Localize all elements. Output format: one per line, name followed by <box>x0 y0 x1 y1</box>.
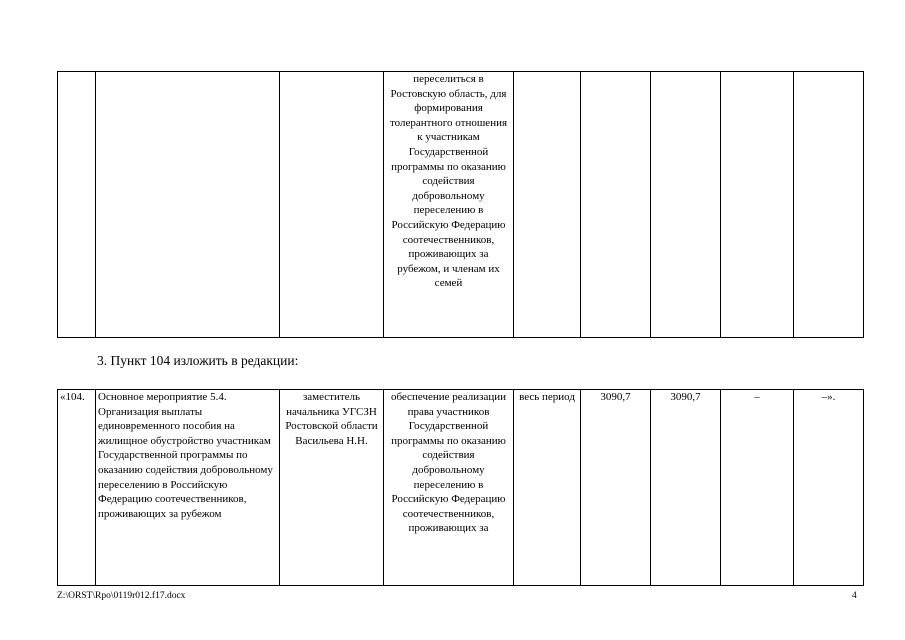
cell-value4: –». <box>794 390 864 586</box>
cell-period: весь период <box>514 390 581 586</box>
table-continuation <box>57 71 864 338</box>
cell-num <box>58 72 96 338</box>
page-number: 4 <box>852 591 857 601</box>
cell-value2 <box>651 72 721 338</box>
cell-total: 3090,7 <box>581 390 651 586</box>
cell-num: «104. <box>58 390 96 586</box>
cell-value2: 3090,7 <box>651 390 721 586</box>
cell-result: переселиться в Ростовскую область, для формирования толерантного отношения к участникам Государственной программы по оказанию содействия добровольному переселению в Российскую Федерацию соотечественников, проживающих за рубежом, и членам их семей <box>384 72 514 338</box>
table-item-104 <box>57 389 864 586</box>
cell-value4 <box>794 72 864 338</box>
footer-file-path: Z:\ORST\Rpo\0119r012.f17.docx <box>57 591 186 601</box>
cell-period <box>514 72 581 338</box>
table-row <box>58 72 864 338</box>
section-heading: 3. Пункт 104 изложить в редакции: <box>97 353 299 368</box>
table-row <box>58 390 864 586</box>
cell-event <box>96 72 280 338</box>
cell-value3 <box>721 72 794 338</box>
cell-result: обеспечение реализации права участников Государственной программы по оказанию содействия добровольному переселению в Российскую Федерацию соотечественников, проживающих за <box>384 390 514 586</box>
cell-responsible <box>280 72 384 338</box>
cell-total <box>581 72 651 338</box>
cell-responsible: заместитель начальника УГСЗН Ростовской области Васильева Н.Н. <box>280 390 384 586</box>
cell-event: Основное мероприятие 5.4. Организация выплаты единовременного пособия на жилищное обустройство участникам Государственной программы по оказанию содействия добровольному переселению в Российскую Федерацию соотечественников, проживающих за рубежом <box>96 390 280 586</box>
cell-value3: – <box>721 390 794 586</box>
